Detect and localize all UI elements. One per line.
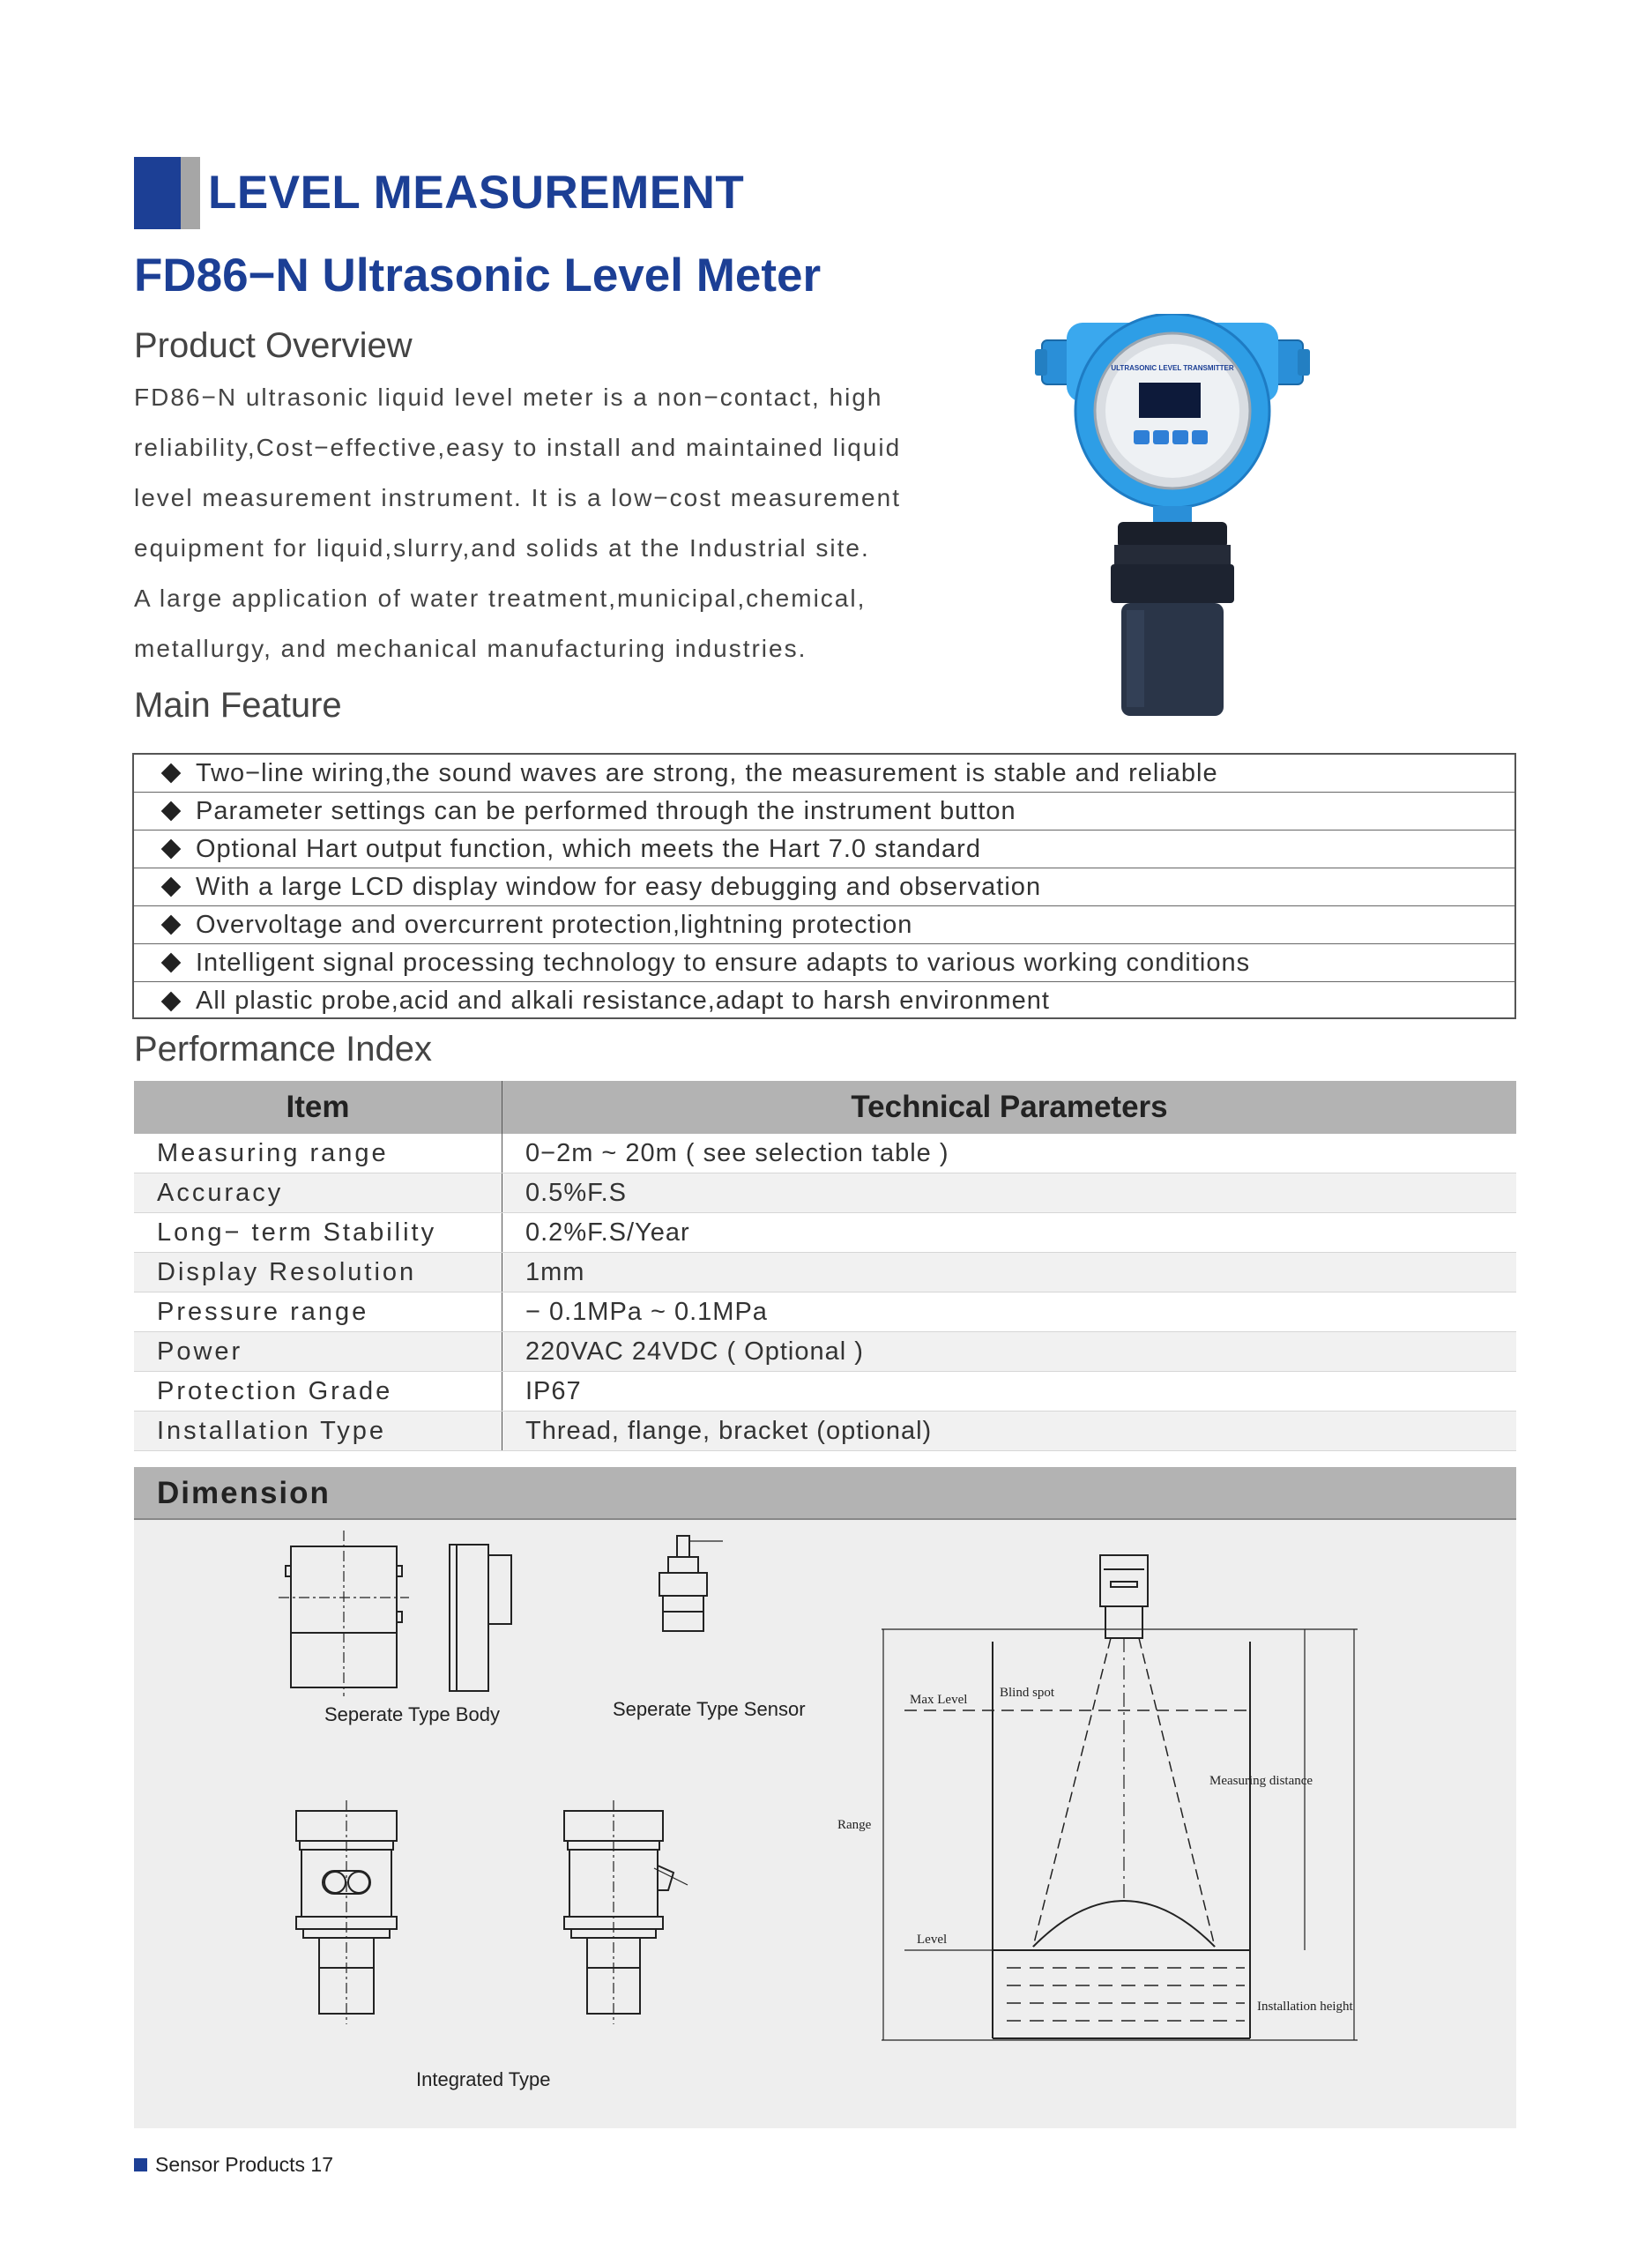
caption-separate-body: Seperate Type Body xyxy=(324,1703,500,1725)
overview-heading: Product Overview xyxy=(134,326,413,365)
table-row xyxy=(134,1292,1516,1332)
overview-line: FD86−N ultrasonic liquid level meter is a non−contact, high xyxy=(134,384,883,411)
row-item: Pressure range xyxy=(134,1292,502,1331)
feature-item xyxy=(134,906,1514,944)
row-item: Protection Grade xyxy=(134,1372,502,1411)
dimension-title: Dimension xyxy=(157,1476,331,1510)
table-row xyxy=(134,1173,1516,1213)
product-title: FD86−N Ultrasonic Level Meter xyxy=(134,250,822,302)
overview-line: metallurgy, and mechanical manufacturing industries. xyxy=(134,635,807,662)
section-title: LEVEL MEASUREMENT xyxy=(208,167,745,219)
performance-table-header xyxy=(134,1081,1516,1134)
row-item: Long− term Stability xyxy=(134,1213,502,1252)
table-row xyxy=(134,1332,1516,1372)
row-value: Thread, flange, bracket (optional) xyxy=(525,1417,933,1445)
integrated-drawing-front xyxy=(296,1800,397,2024)
feature-item xyxy=(134,831,1514,868)
overview-line: reliability,Cost−effective,easy to install and maintained liquid xyxy=(134,434,902,461)
diamond-bullet-icon xyxy=(161,991,182,1011)
table-row xyxy=(134,1213,1516,1253)
performance-heading: Performance Index xyxy=(134,1030,432,1069)
overview-paragraph xyxy=(134,377,922,679)
diamond-bullet-icon xyxy=(161,915,182,935)
column-header-parameters: Technical Parameters xyxy=(851,1090,1168,1124)
table-row xyxy=(134,1134,1516,1173)
table-row xyxy=(134,1253,1516,1292)
row-value: 1mm xyxy=(525,1258,585,1286)
row-value: IP67 xyxy=(525,1377,582,1405)
header-accent-block xyxy=(134,157,181,229)
footer-page-label: Sensor Products 17 xyxy=(155,2153,334,2176)
overview-line: level measurement instrument. It is a low−cost measurement xyxy=(134,484,901,511)
overview-line: A large application of water treatment,municipal,chemical, xyxy=(134,585,867,612)
row-value: 220VAC 24VDC ( Optional ) xyxy=(525,1337,864,1366)
feature-item xyxy=(134,755,1514,793)
feature-heading: Main Feature xyxy=(134,686,342,725)
feature-item xyxy=(134,982,1514,1020)
label-installation-height: Installation height xyxy=(1257,2000,1353,2014)
caption-integrated: Integrated Type xyxy=(416,2068,551,2090)
row-item: Accuracy xyxy=(134,1173,502,1212)
row-item: Installation Type xyxy=(134,1412,502,1450)
label-blind-spot: Blind spot xyxy=(1000,1686,1055,1700)
feature-text: Intelligent signal processing technology to ensure adapts to various working conditions xyxy=(196,948,1251,977)
table-row xyxy=(134,1372,1516,1412)
integrated-drawing-side xyxy=(564,1800,688,2024)
device-screen-label: ULTRASONIC LEVEL TRANSMITTER xyxy=(1111,364,1234,372)
diamond-bullet-icon xyxy=(161,764,182,784)
feature-text: All plastic probe,acid and alkali resistance,adapt to harsh environment xyxy=(196,987,1050,1015)
feature-table xyxy=(132,753,1516,1019)
performance-table xyxy=(134,1081,1516,1451)
label-measuring-distance: Measuring distance xyxy=(1209,1774,1313,1788)
feature-text: Overvoltage and overcurrent protection,lightning protection xyxy=(196,910,913,939)
row-value: 0.2%F.S/Year xyxy=(525,1218,690,1247)
feature-item xyxy=(134,793,1514,831)
label-range: Range xyxy=(837,1818,872,1832)
header-accent-shadow xyxy=(181,157,200,229)
label-level: Level xyxy=(917,1933,948,1947)
footer-marker xyxy=(134,2158,147,2171)
product-photo xyxy=(1023,314,1322,728)
diamond-bullet-icon xyxy=(161,839,182,860)
row-item: Measuring range xyxy=(134,1134,502,1173)
feature-text: With a large LCD display window for easy debugging and observation xyxy=(196,872,1042,901)
diamond-bullet-icon xyxy=(161,801,182,822)
row-value: 0.5%F.S xyxy=(525,1179,627,1207)
row-value: − 0.1MPa ~ 0.1MPa xyxy=(525,1298,768,1326)
dimension-drawing xyxy=(134,1520,1516,2128)
feature-item xyxy=(134,944,1514,982)
row-value: 0−2m ~ 20m ( see selection table ) xyxy=(525,1139,949,1167)
overview-line: equipment for liquid,slurry,and solids at the Industrial site. xyxy=(134,534,870,562)
dimension-header xyxy=(134,1467,1516,1520)
column-header-item: Item xyxy=(134,1081,502,1134)
feature-text: Two−line wiring,the sound waves are strong, the measurement is stable and reliable xyxy=(196,758,1218,787)
separate-sensor-drawing xyxy=(659,1536,723,1631)
label-max-level: Max Level xyxy=(910,1693,968,1707)
separate-body-drawing xyxy=(279,1531,511,1696)
diamond-bullet-icon xyxy=(161,953,182,973)
table-row xyxy=(134,1412,1516,1451)
dimension-panel xyxy=(134,1467,1516,2128)
installation-diagram xyxy=(882,1555,1358,2040)
row-item: Power xyxy=(134,1332,502,1371)
feature-text: Optional Hart output function, which meets the Hart 7.0 standard xyxy=(196,834,981,863)
feature-text: Parameter settings can be performed through the instrument button xyxy=(196,796,1016,825)
feature-item xyxy=(134,868,1514,906)
row-item: Display Resolution xyxy=(134,1253,502,1292)
caption-separate-sensor: Seperate Type Sensor xyxy=(613,1698,806,1720)
diamond-bullet-icon xyxy=(161,877,182,898)
